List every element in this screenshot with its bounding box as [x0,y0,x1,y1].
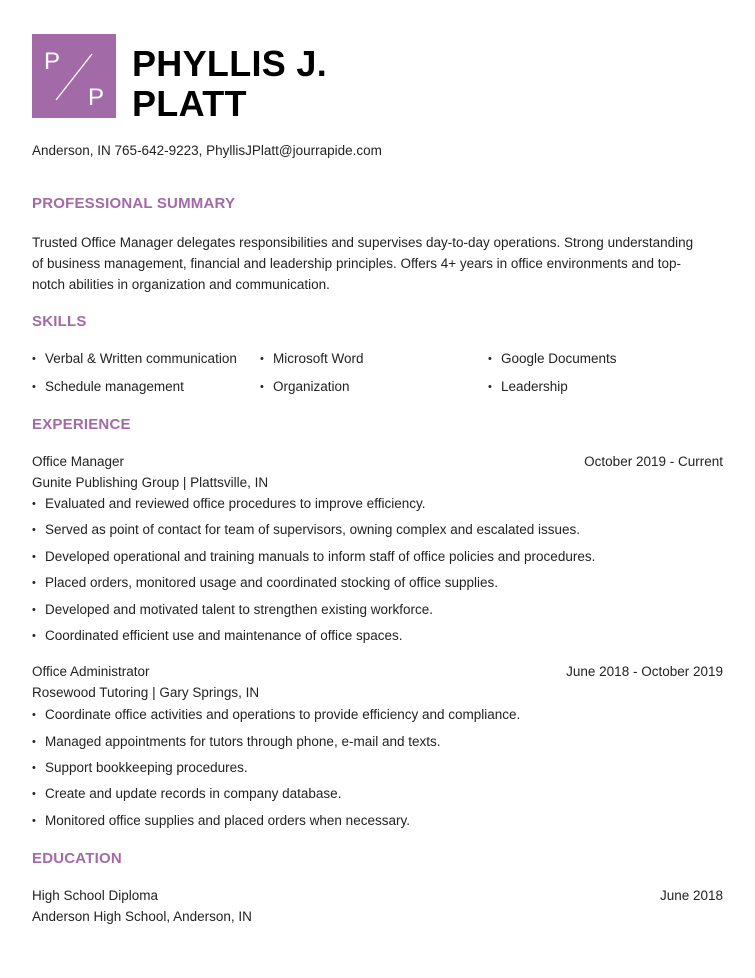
summary-heading: PROFESSIONAL SUMMARY [32,195,236,212]
skill-item: • Microsoft Word [273,351,364,366]
contact-info: Anderson, IN 765-642-9223, PhyllisJPlatt@jourrapide.com [32,143,382,158]
summary-text [32,232,724,295]
summary-line: Trusted Office Manager delegates responsibilities and supervises day-to-day operations. Strong understanding [32,235,694,250]
job-company: Rosewood Tutoring | Gary Springs, IN [32,685,260,700]
job-bullet: • Served as point of contact for team of supervisors, owning complex and escalated issues. [45,522,580,537]
job-title: Office Administrator [32,664,150,679]
skill-item: • Google Documents [501,351,617,366]
job-bullet: • Coordinate office activities and operations to provide efficiency and compliance. [45,707,520,722]
monogram-logo [32,34,116,118]
education-heading: EDUCATION [32,850,122,867]
job-bullet: • Evaluated and reviewed office procedures to improve efficiency. [45,496,425,511]
job-bullet: • Placed orders, monitored usage and coordinated stocking of office supplies. [45,575,498,590]
monogram-first-initial: P [44,48,61,75]
skill-item: • Organization [273,379,350,394]
job-bullet: • Support bookkeeping procedures. [45,760,248,775]
skills-heading: SKILLS [32,313,87,330]
school: Anderson High School, Anderson, IN [32,909,252,924]
job-company: Gunite Publishing Group | Plattsville, IN [32,475,269,490]
name-line-1: PHYLLIS J. [132,43,328,84]
job-bullet: • Developed operational and training manuals to inform staff of office policies and procedures. [45,549,595,564]
skill-item: • Schedule management [45,379,184,394]
job-bullet: • Coordinated efficient use and maintenance of office spaces. [45,628,403,643]
job-bullet: • Create and update records in company database. [45,786,341,801]
candidate-name [132,44,532,124]
education-date: June 2018 [659,888,723,903]
job-bullet: • Developed and motivated talent to strengthen existing workforce. [45,602,433,617]
experience-heading: EXPERIENCE [32,416,131,433]
skill-item: • Verbal & Written communication [45,351,237,366]
name-line-2: PLATT [132,83,247,124]
job-bullet: • Monitored office supplies and placed orders when necessary. [45,813,410,828]
summary-line: notch abilities in organization and communication. [32,277,330,292]
skill-item: • Leadership [501,379,568,394]
summary-line: of business management, financial and leadership principles. Offers 4+ years in office environments and top- [32,256,681,271]
job-title: Office Manager [32,454,125,469]
degree: High School Diploma [32,888,159,903]
job-dates: June 2018 - October 2019 [566,664,723,679]
job-dates: October 2019 - Current [584,454,723,469]
monogram-last-initial: P [88,84,105,111]
job-bullet: • Managed appointments for tutors through phone, e-mail and texts. [45,734,441,749]
